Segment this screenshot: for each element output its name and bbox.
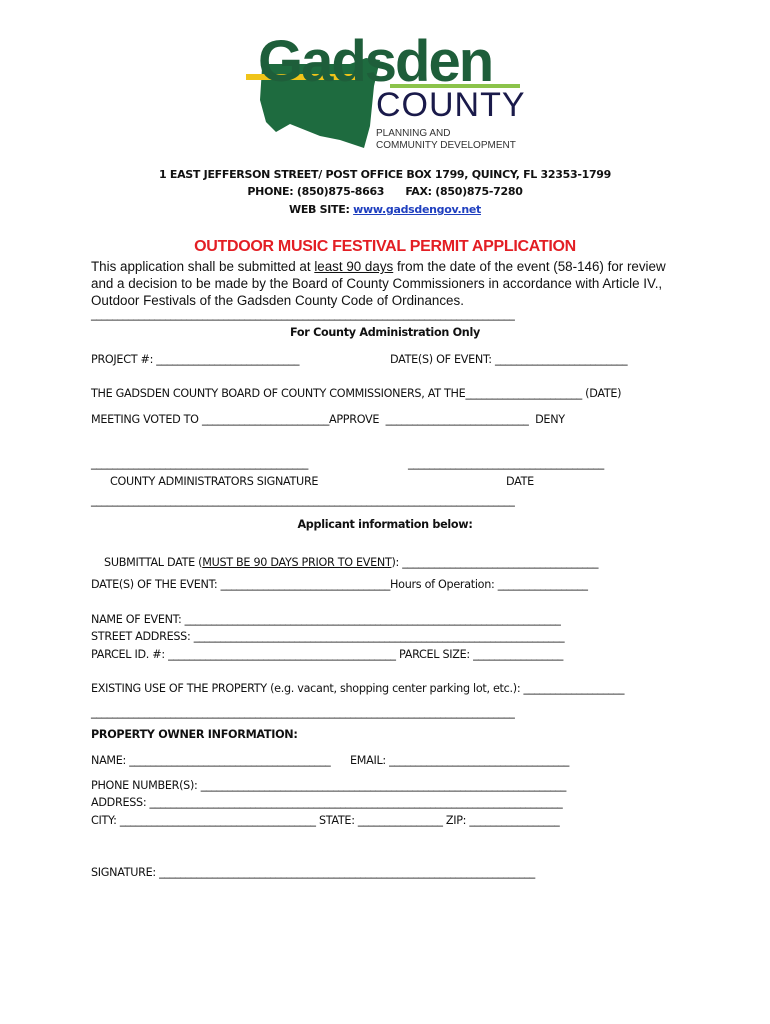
intro-text-2: from the date of the event (58-146) for review and a decision to be made by the Board of County Commissioners in accordance with Article IV., Outdoor Festivals of the Gadsden County Code of Ordinances. (91, 259, 666, 308)
event-name-field[interactable]: NAME OF EVENT: _______________________________________________________________________ (91, 613, 561, 626)
form-title: OUTDOOR MUSIC FESTIVAL PERMIT APPLICATION (194, 238, 576, 255)
divider-rule: ________________________________________________________________________________ (91, 308, 515, 321)
event-dates-hours-field[interactable]: DATE(S) OF THE EVENT: ________________________________Hours of Operation: _________________ (91, 578, 588, 591)
admin-heading: For County Administration Only (289, 326, 480, 339)
meeting-vote-field[interactable]: MEETING VOTED TO ________________________APPROVE ___________________________ DENY (91, 413, 565, 426)
logo-department-text (376, 128, 516, 152)
website-label: WEB SITE: (288, 203, 354, 216)
website-link[interactable]: www.gadsdengov.net (353, 203, 481, 216)
gadsden-county-logo (240, 28, 540, 158)
owner-name-email-field[interactable]: NAME: ______________________________________ EMAIL: __________________________________ (91, 754, 570, 767)
submittal-date-field[interactable] (91, 543, 598, 582)
admin-date-label: DATE (506, 475, 534, 488)
header-address: 1 EAST JEFFERSON STREET/ POST OFFICE BOX 1799, QUINCY, FL 32353-1799 (158, 168, 611, 181)
owner-signature-field[interactable]: SIGNATURE: _______________________________________________________________________ (91, 866, 535, 879)
owner-city-state-zip-field[interactable]: CITY: _____________________________________ STATE: ________________ ZIP: _________________ (91, 814, 560, 827)
existing-use-field[interactable]: EXISTING USE OF THE PROPERTY (e.g. vacant, shopping center parking lot, etc.): ___________________ (91, 682, 625, 695)
parcel-field[interactable]: PARCEL ID. #: ___________________________________________ PARCEL SIZE: _________________ (91, 648, 564, 661)
administrator-signature-label: COUNTY ADMINISTRATORS SIGNATURE (110, 475, 319, 488)
project-number-field[interactable]: PROJECT #: ___________________________ (91, 353, 300, 366)
owner-address-field[interactable]: ADDRESS: ______________________________________________________________________________ (91, 796, 563, 809)
applicant-heading: Applicant information below: (297, 518, 473, 531)
logo-gadsden-text: Gadsden (258, 29, 493, 94)
existing-use-continuation[interactable]: ________________________________________________________________________________ (91, 706, 515, 719)
submittal-label: SUBMITTAL DATE ( (104, 556, 203, 569)
submittal-requirement: MUST BE 90 DAYS PRIOR TO EVENT (202, 556, 392, 569)
intro-underlined: least 90 days (314, 259, 394, 274)
submittal-blank[interactable]: ): _____________________________________ (391, 556, 599, 569)
administrator-signature-line[interactable]: _________________________________________ (91, 457, 309, 470)
admin-event-dates-field[interactable]: DATE(S) OF EVENT: _________________________ (390, 353, 628, 366)
divider-rule-2: ________________________________________________________________________________ (91, 494, 515, 507)
header-phone-fax: PHONE: (850)875-8663 FAX: (850)875-7280 (247, 185, 523, 198)
street-address-field[interactable]: STREET ADDRESS: ______________________________________________________________________ (91, 630, 565, 643)
board-meeting-date-field[interactable]: THE GADSDEN COUNTY BOARD OF COUNTY COMMISSIONERS, AT THE______________________ (DATE) (91, 387, 622, 400)
admin-date-line[interactable]: _____________________________________ (408, 457, 604, 470)
logo-dept-line2: COMMUNITY DEVELOPMENT (376, 140, 516, 151)
logo-county-text: COUNTY (376, 86, 526, 124)
header-website (0, 203, 770, 216)
owner-phone-field[interactable]: PHONE NUMBER(S): _____________________________________________________________________ (91, 779, 567, 792)
owner-heading: PROPERTY OWNER INFORMATION: (91, 728, 298, 741)
logo-dept-line1: PLANNING AND (376, 128, 451, 139)
intro-text-1: This application shall be submitted at (91, 259, 315, 274)
intro-paragraph (91, 258, 691, 309)
